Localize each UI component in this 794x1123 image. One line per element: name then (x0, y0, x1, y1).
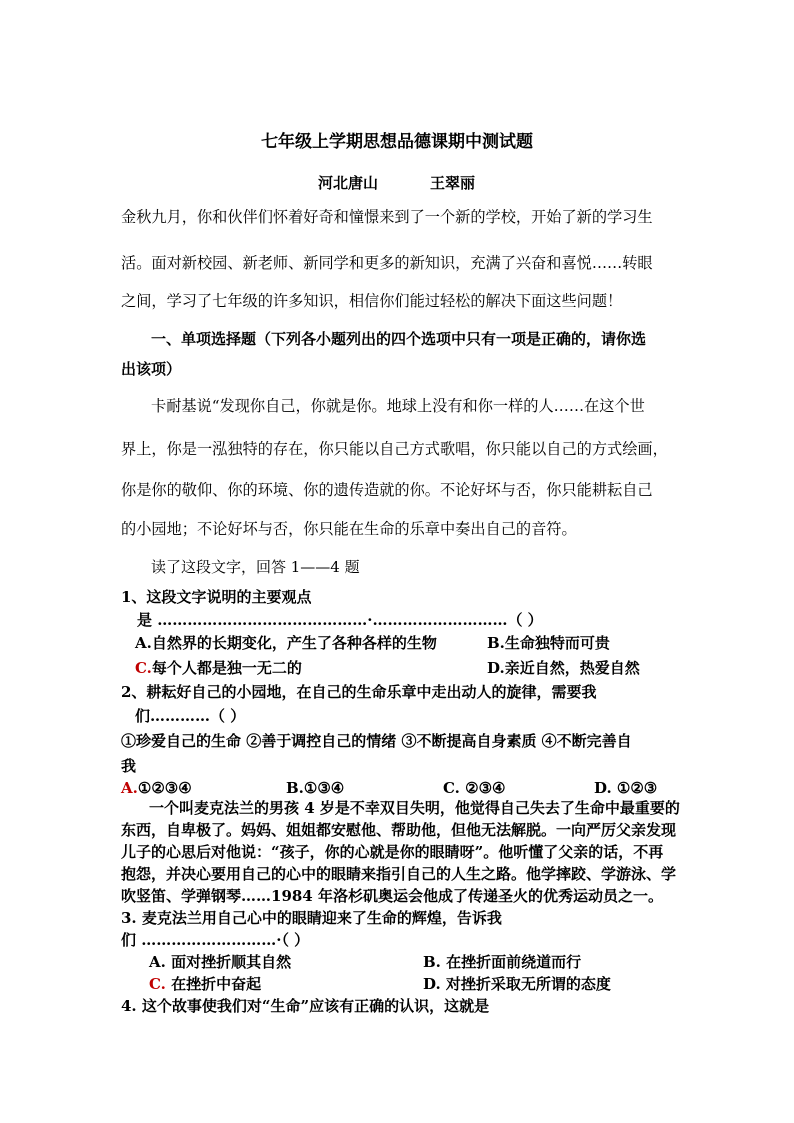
passage2-line: 抱怨，并决心要用自己的心中的眼睛来指引自己的人生之路。他学摔跤、学游泳、学 (121, 865, 677, 883)
intro-line: 之间，学习了七年级的许多知识，相信你们能过轻松的解决下面这些问题！ (121, 292, 623, 310)
question-1-option-d: D.亲近自然，热爱自然 (487, 659, 640, 677)
question-2-stem: 2、耕耘好自己的小园地，在自己的生命乐章中走出动人的旋律，需要我 (121, 683, 597, 701)
question-2-option-d: D. ①②③ (594, 779, 658, 797)
option-a-text: ①②③④ (137, 779, 192, 797)
section-heading-cont: 出该项） (121, 360, 182, 378)
passage2-line: 一个叫麦克法兰的男孩 4 岁是不幸双目失明，他觉得自己失去了生命中最重要的 (149, 799, 680, 817)
question-2-option-a (121, 781, 192, 796)
passage2-line: 吹竖笛、学弹钢琴……1984 年洛杉矶奥运会他成了传递圣火的优秀运动员之一。 (121, 887, 663, 905)
page-title: 七年级上学期思想品德课期中测试题 (261, 132, 533, 152)
question-2-items-cont: 我 (121, 757, 137, 775)
question-3-option-c (149, 977, 261, 992)
passage2-line: 儿子的心思后对他说：“孩子，你的心就是你的眼睛呀”。他听懂了父亲的话，不再 (121, 843, 664, 861)
passage-line: 你是你的敬仰、你的环境、你的遗传造就的你。不论好坏与否，你只能耕耘自己 (121, 481, 653, 499)
option-c-text: 每个人都是独一无二的 (151, 659, 302, 677)
question-2-option-b: B.①③④ (286, 779, 345, 797)
intro-line: 活。面对新校园、新老师、新同学和更多的新知识，充满了兴奋和喜悦……转眼 (121, 254, 653, 272)
option-c-text: 在挫折中奋起 (165, 975, 262, 993)
question-3-stem-cont: 们 ………………………·（ ） (121, 931, 310, 949)
question-2-items: ①珍爱自己的生命 ②善于调控自己的情绪 ③不断提高自身素质 ④不断完善自 (121, 732, 632, 750)
passage-line: 的小园地；不论好坏与否，你只能在生命的乐章中奏出自己的音符。 (121, 520, 577, 538)
question-1-option-a: A.自然界的长期变化，产生了各种各样的生物 (135, 634, 437, 652)
author-place: 河北唐山 (318, 174, 379, 192)
question-1-stem-cont: 是 ……………………………………·………………………（ ） (137, 611, 543, 629)
answer-letter-a: A. (121, 779, 138, 797)
passage-line: 卡耐基说“发现你自己，你就是你。地球上没有和你一样的人……在这个世 (151, 397, 645, 415)
question-3-stem: 3. 麦克法兰用自己心中的眼睛迎来了生命的辉煌，告诉我 (121, 909, 502, 927)
question-1-stem: 1、这段文字说明的主要观点 (121, 588, 312, 606)
question-3-option-b: B. 在挫折面前绕道而行 (423, 953, 582, 971)
question-2-stem-cont: 们…………（ ） (135, 707, 246, 725)
question-4-stem: 4. 这个故事使我们对“生命”应该有正确的认识，这就是 (121, 997, 490, 1015)
author-name: 王翠丽 (430, 174, 476, 192)
question-3-option-a: A. 面对挫折顺其自然 (149, 953, 292, 971)
passage2-line: 东西，自卑极了。妈妈、姐姐都安慰他、帮助他，但他无法解脱。一向严厉父亲发现 (121, 821, 677, 839)
instruction: 读了这段文字，回答 1——4 题 (151, 558, 360, 576)
passage-line: 界上，你是一泓独特的存在，你只能以自己方式歌唱，你只能以自己的方式绘画， (121, 440, 668, 458)
question-1-option-c (135, 661, 302, 676)
question-1-option-b: B.生命独特而可贵 (487, 634, 610, 652)
intro-line: 金秋九月，你和伙伴们怀着好奇和憧憬来到了一个新的学校，开始了新的学习生 (121, 208, 653, 226)
answer-letter-c: C. (135, 659, 152, 677)
question-3-option-d: D. 对挫折采取无所谓的态度 (423, 975, 611, 993)
question-2-option-c: C. ②③④ (443, 779, 506, 797)
answer-letter-c: C. (149, 975, 166, 993)
section-heading: 一、单项选择题（下列各小题列出的四个选项中只有一项是正确的，请你选 (151, 330, 647, 348)
